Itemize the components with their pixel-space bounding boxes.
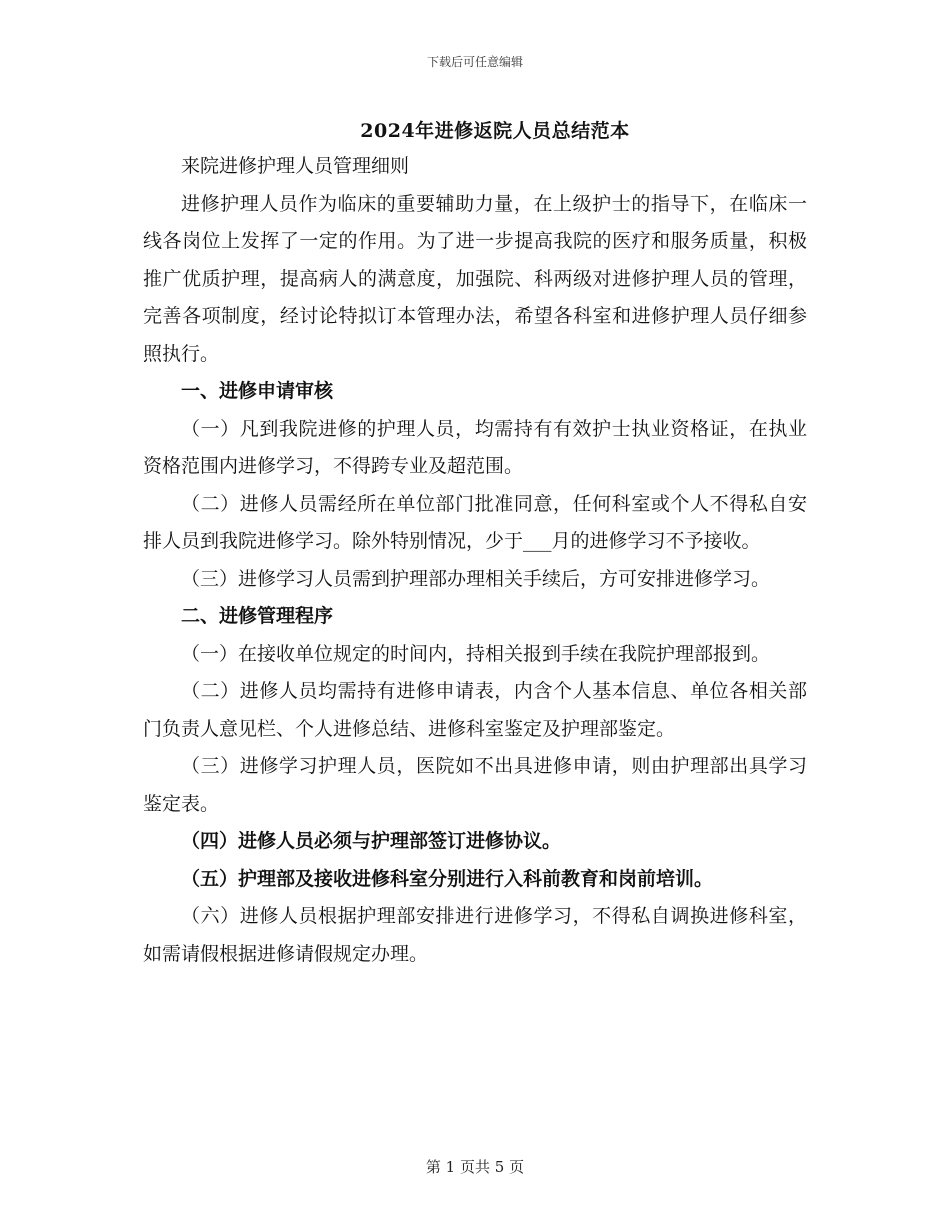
intro-paragraph: 进修护理人员作为临床的重要辅助力量，在上级护士的指导下，在临床一线各岗位上发挥了一定的作用。为了进一步提高我院的医疗和服务质量，积极推广优质护理，提高病人的满意度，加强院、科两级对进修护理人员的管理，完善各项制度，经讨论特拟订本管理办法，希望各科室和进修护理人员仔细参照执行。 <box>143 192 807 365</box>
header-note: 下载后可任意编辑 <box>426 55 523 69</box>
section-heading-management-procedure: 二、进修管理程序 <box>181 605 334 627</box>
page-footer: 第 1 页共 5 页 <box>425 1158 525 1176</box>
section-heading-application-review: 一、进修申请审核 <box>181 380 334 402</box>
section1-item-3: （三）进修学习人员需到护理部办理相关手续后，方可安排进修学习。 <box>181 567 771 590</box>
section2-item-2: （二）进修人员均需持有进修申请表，内含个人基本信息、单位各相关部门负责人意见栏、个人进修总结、进修科室鉴定及护理部鉴定。 <box>143 680 807 740</box>
section2-item-6: （六）进修人员根据护理部安排进行进修学习，不得私自调换进修科室，如需请假根据进修请假规定办理。 <box>143 905 807 965</box>
document-title: 2024年进修返院人员总结范本 <box>360 120 630 142</box>
section2-item-4: （四）进修人员必须与护理部签订进修协议。 <box>181 830 562 852</box>
section1-item-2: （二）进修人员需经所在单位部门批准同意，任何科室或个人不得私自安排人员到我院进修学习。除外特别情况，少于___月的进修学习不予接收。 <box>143 492 807 552</box>
section1-item-1: （一）凡到我院进修的护理人员，均需持有有效护士执业资格证，在执业资格范围内进修学习，不得跨专业及超范围。 <box>143 417 807 477</box>
section2-item-3: （三）进修学习护理人员，医院如不出具进修申请，则由护理部出具学习鉴定表。 <box>143 755 807 815</box>
section2-item-5: （五）护理部及接收进修科室分别进行入科前教育和岗前培训。 <box>181 867 714 890</box>
document-body <box>143 148 807 973</box>
document-subtitle: 来院进修护理人员管理细则 <box>181 155 410 177</box>
section2-item-1: （一）在接收单位规定的时间内，持相关报到手续在我院护理部报到。 <box>181 642 771 665</box>
